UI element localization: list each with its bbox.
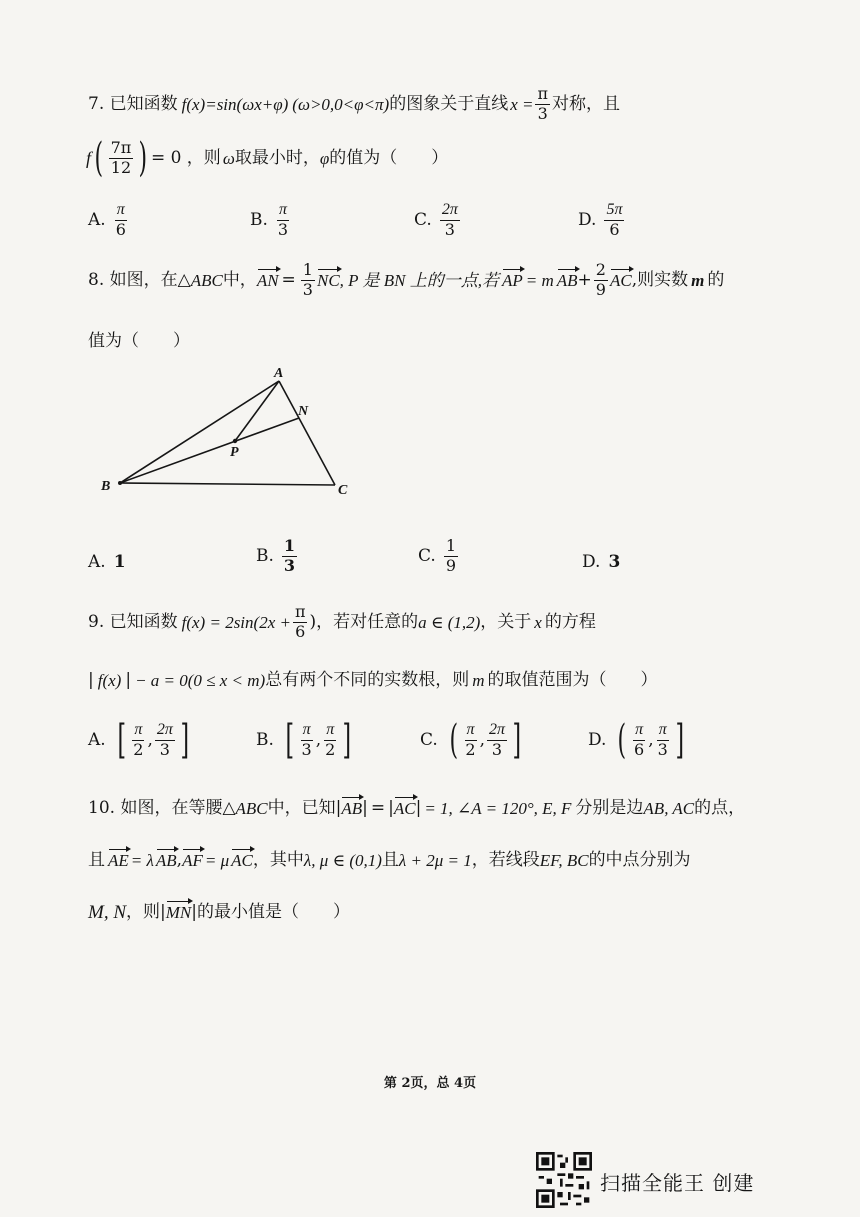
segment-ap bbox=[235, 381, 279, 441]
q8-option-b[interactable]: B. $\frac{1}{3}$ bbox=[256, 536, 296, 575]
q7-ask2: 的值为（ ） bbox=[329, 147, 449, 168]
q8-vec-ac: AC bbox=[609, 270, 632, 290]
label-p: P bbox=[230, 445, 239, 460]
q7-option-d[interactable]: D. $\frac{5\pi}{6}$ bbox=[578, 201, 623, 239]
q8-coef2: $\frac{2}{9}$ bbox=[595, 260, 606, 299]
q8-mid: 中， bbox=[222, 269, 257, 290]
label-b: B bbox=[101, 479, 111, 494]
q9-option-c[interactable]: C. ( $\frac{\pi}{2}$ , $\frac{2\pi}{3}$ ] bbox=[420, 717, 522, 764]
q9-option-a[interactable]: A. [ $\frac{\pi}{2}$ , $\frac{2\pi}{3}$ ] bbox=[88, 717, 190, 764]
q7-line1 bbox=[88, 86, 620, 123]
q7-option-c[interactable]: C. $\frac{2\pi}{3}$ bbox=[414, 201, 458, 239]
q9-option-d[interactable]: D. ( $\frac{\pi}{6}$ , $\frac{\pi}{3}$ ] bbox=[588, 717, 684, 764]
edge-ba bbox=[120, 381, 279, 483]
label-a: A bbox=[274, 366, 284, 381]
q8-option-d[interactable]: D. 3 bbox=[582, 552, 621, 572]
q7-x-eq: x = bbox=[510, 94, 534, 114]
q7-condition: (ω>0,0<φ<π) bbox=[292, 94, 390, 114]
q7-tail: 对称，且 bbox=[552, 93, 620, 114]
q9-line1: 9. 已知函数 f(x) = 2sin(2x + $\frac{\pi}{6}$ ) ，若对任意的 a ∈ (1,2) ，关于 x 的方程 bbox=[88, 602, 596, 641]
edge-ac bbox=[279, 381, 335, 485]
q8-vec-ap: AP bbox=[501, 270, 523, 290]
q8-vec-ab: AB bbox=[556, 270, 578, 290]
q10-line3: M, N ，则 | MN | 的最小值是（ ） bbox=[88, 902, 350, 923]
q9-option-b[interactable]: B. [ $\frac{\pi}{3}$ , $\frac{\pi}{2}$ ] bbox=[256, 717, 352, 764]
q8-coef1: $\frac{1}{3}$ bbox=[302, 260, 313, 299]
q10-vec-ae: AE bbox=[108, 851, 129, 870]
q7-ask1: 取最小时， bbox=[234, 147, 320, 168]
q7-mid: 的图象关于直线 bbox=[389, 93, 509, 114]
q10-vec-ac: AC bbox=[393, 799, 416, 818]
q7-line2: f ( $\frac{7\pi}{12}$ ) = 0 ，则 ω 取最小时， φ 的值为（ ） bbox=[86, 135, 449, 182]
point-p bbox=[233, 439, 237, 443]
scanner-watermark: 扫描全能王 创建 bbox=[600, 1171, 755, 1195]
q8-line1: 8. 如图，在△ ABC 中， AN = $\frac{1}{3}$ NC , P 是 BN 上的一点,若 AP = m AB + $\frac{2}{9}$ AC ,则实数 m 的 bbox=[88, 260, 725, 299]
q8-vec-nc: NC bbox=[316, 270, 340, 290]
segment-bn bbox=[120, 418, 299, 483]
q10-line1: 10. 如图，在等腰△ ABC 中，已知 | AB | = | AC | = 1, ∠A = 120°, E, F 分别是边 AB, AC 的点， bbox=[88, 798, 746, 818]
edge-bc bbox=[120, 483, 335, 485]
q10-vec-mn: MN bbox=[165, 903, 192, 922]
q8-option-c[interactable]: C. $\frac{1}{9}$ bbox=[418, 536, 456, 575]
q8-option-a[interactable]: A. 1 bbox=[88, 552, 126, 572]
q7-lead: 7. 已知函数 bbox=[88, 93, 178, 114]
q8-vec-an: AN bbox=[256, 270, 279, 290]
q7-omega: ω bbox=[222, 148, 235, 168]
q8-p-text: , P 是 BN 上的一点,若 bbox=[339, 270, 499, 290]
q7-phi: φ bbox=[319, 148, 330, 168]
q10-vec-af: AF bbox=[182, 851, 203, 870]
q8-triangle: ABC bbox=[190, 270, 223, 290]
q8-triangle-figure bbox=[96, 363, 366, 503]
q7-option-a[interactable]: A. $\frac{\pi}{6}$ bbox=[88, 201, 126, 239]
q10-line2: 且 AE = λ AB , AF = μ AC ，其中 λ, μ ∈ (0,1) 且 λ + 2μ = 1 ，若线段 EF, BC 的中点分别为 bbox=[88, 850, 691, 870]
label-c: C bbox=[338, 483, 348, 498]
q10-vec-ab: AB bbox=[341, 799, 363, 818]
q7-function: f(x)=sin(ωx+φ) bbox=[181, 94, 289, 114]
q7-sym-fraction: $\frac{\pi}{3}$ bbox=[537, 84, 548, 123]
q7-option-b[interactable]: B. $\frac{\pi}{3}$ bbox=[250, 201, 289, 239]
q9-arg-fraction: $\frac{\pi}{6}$ bbox=[294, 602, 306, 641]
q8-line2: 值为（ ） bbox=[88, 331, 190, 351]
q9-line2: | f(x) | − a = 0(0 ≤ x < m) 总有两个不同的实数根，则 m 的取值范围为（ ） bbox=[88, 670, 658, 690]
q7-f-arg: $\frac{7\pi}{12}$ bbox=[110, 138, 132, 177]
q7-after-f: = 0 ，则 bbox=[150, 147, 221, 168]
q8-lead: 8. 如图，在△ bbox=[88, 269, 191, 290]
page-footer: 第 2页，总 4页 bbox=[383, 1076, 477, 1091]
qr-code-icon bbox=[536, 1152, 592, 1208]
label-n: N bbox=[298, 404, 309, 419]
